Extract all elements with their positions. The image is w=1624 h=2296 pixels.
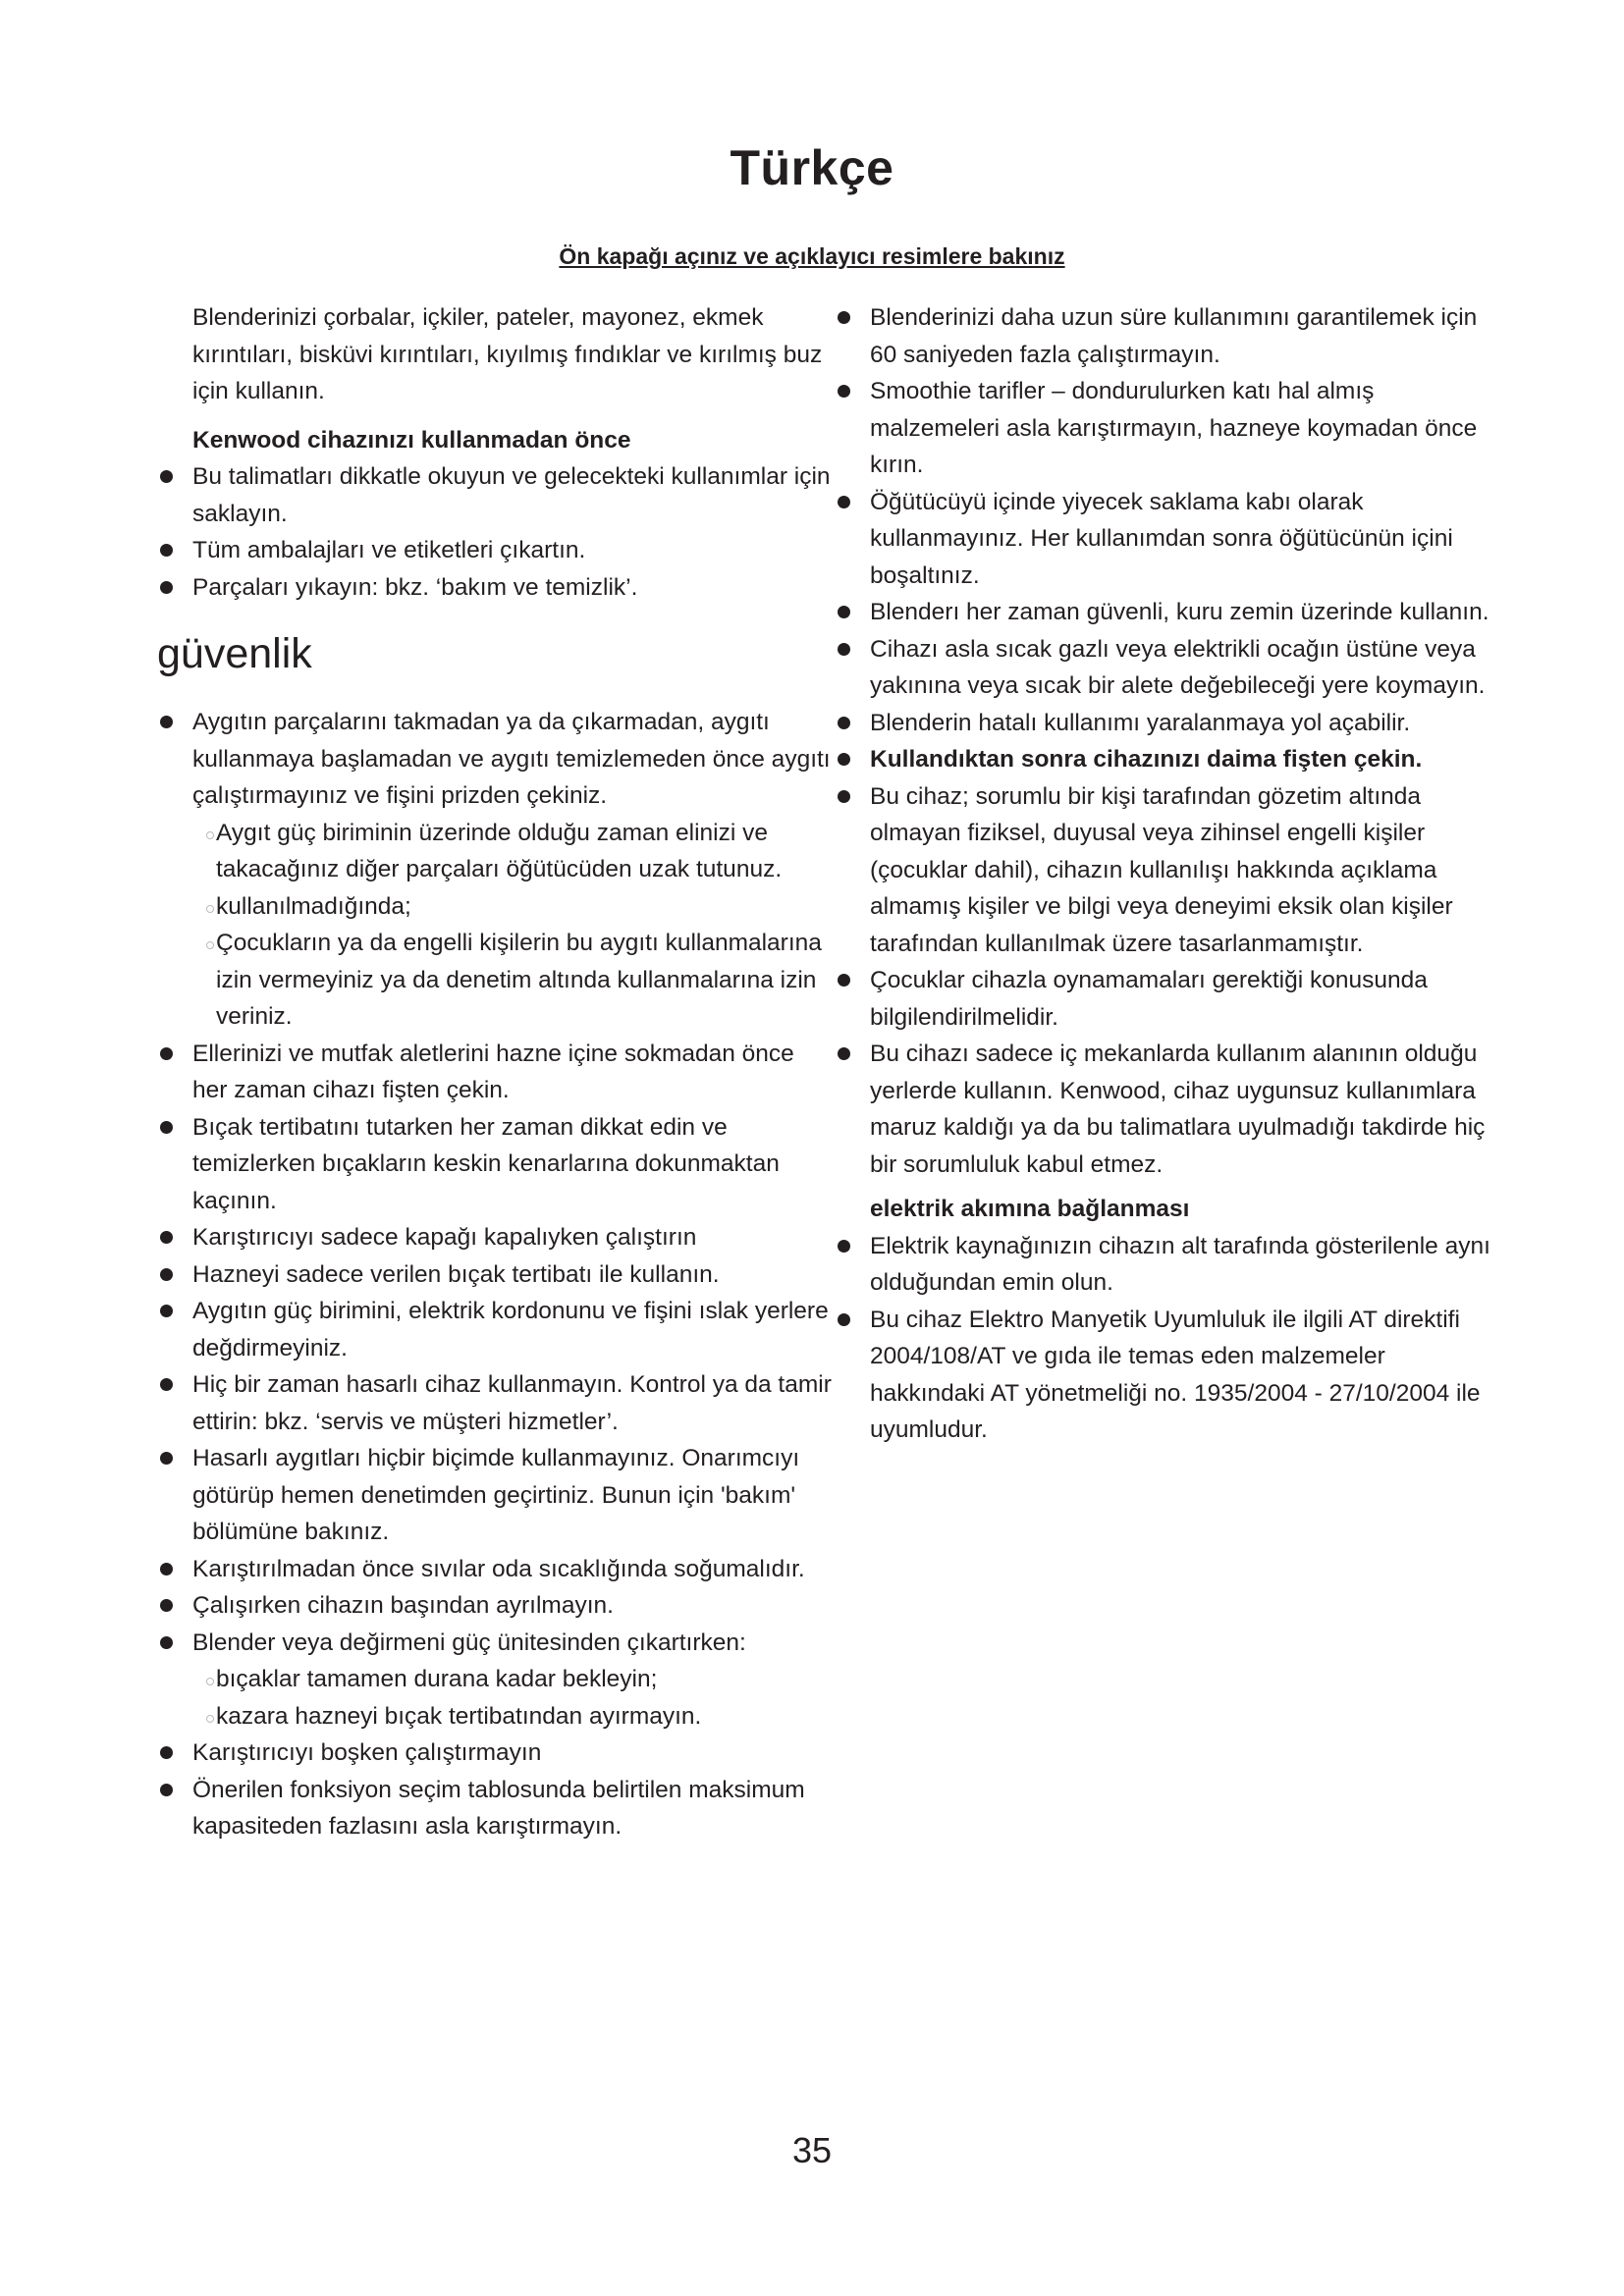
bullet-icon (160, 544, 173, 557)
intro-paragraph: Blenderinizi çorbalar, içkiler, pateler, mayonez, ekmek kırıntıları, bisküvi kırıntıları, kıyılmış fındıklar ve kırılmış buz için kullanın. (192, 304, 823, 404)
sub-list-item: kazara hazneyi bıçak tertibatından ayırmayın. (157, 1698, 835, 1735)
left-column (157, 299, 835, 1845)
bullet-icon (160, 1746, 173, 1759)
list-item: Çocuklar cihazla oynamamaları gerektiği konusunda bilgilendirilmelidir. (835, 962, 1502, 1036)
list-item: Karıştırıcıyı sadece kapağı kapalıyken çalıştırın (157, 1219, 835, 1256)
bullet-icon (160, 716, 173, 728)
list-item: Cihazı asla sıcak gazlı veya elektrikli ocağın üstüne veya yakınına veya sıcak bir alete değebileceği yere koymayın. (835, 631, 1502, 705)
list-item: Aygıtın parçalarını takmadan ya da çıkarmadan, aygıtı kullanmaya başlamadan ve aygıtı temizlemeden önce aygıtı çalıştırmayınız ve fişini prizden çekiniz. (157, 704, 835, 815)
bullet-icon (160, 1231, 173, 1244)
sub-list-item: bıçaklar tamamen durana kadar bekleyin; (157, 1661, 835, 1698)
bullet-icon (160, 1268, 173, 1281)
sub-list-item: Çocukların ya da engelli kişilerin bu aygıtı kullanmalarına izin vermeyiniz ya da denetim altında kullanmalarına izin veriniz. (157, 925, 835, 1036)
bullet-icon (838, 1047, 850, 1060)
bullet-icon (160, 1452, 173, 1465)
sub-list-item: kullanılmadığında; (157, 888, 835, 926)
list-item: Blenderin hatalı kullanımı yaralanmaya yol açabilir. (835, 705, 1502, 742)
list-item: Öğütücüyü içinde yiyecek saklama kabı olarak kullanmayınız. Her kullanımdan sonra öğütücünün içini boşaltınız. (835, 484, 1502, 595)
bullet-icon (838, 717, 850, 729)
circle-bullet-icon (206, 941, 214, 949)
list-item: Çalışırken cihazın başından ayrılmayın. (157, 1587, 835, 1625)
bullet-icon (838, 311, 850, 324)
bullet-icon (160, 1378, 173, 1391)
list-item: Karıştırıcıyı boşken çalıştırmayın (157, 1735, 835, 1772)
bullet-icon (838, 643, 850, 656)
safety-heading: güvenlik (157, 630, 312, 677)
electric-heading: elektrik akımına bağlanması (870, 1196, 1190, 1222)
safety-list-left (157, 704, 835, 1845)
bullet-icon (160, 1305, 173, 1317)
bullet-icon (838, 496, 850, 508)
page-title: Türkçe (730, 140, 894, 195)
before-use-list (157, 458, 835, 606)
list-item: Blenderı her zaman güvenli, kuru zemin üzerinde kullanın. (835, 594, 1502, 631)
list-item: Parçaları yıkayın: bkz. ‘bakım ve temizlik’. (157, 569, 835, 607)
list-item: Blender veya değirmeni güç ünitesinden çıkartırken: (157, 1625, 835, 1662)
bullet-icon (160, 1636, 173, 1649)
bullet-icon (160, 581, 173, 594)
bullet-icon (838, 753, 850, 766)
bullet-icon (838, 790, 850, 803)
circle-bullet-icon (206, 905, 214, 913)
bullet-icon (838, 606, 850, 618)
page-subtitle: Ön kapağı açınız ve açıklayıcı resimlere bakınız (559, 243, 1065, 269)
list-item: Bu talimatları dikkatle okuyun ve gelecekteki kullanımlar için saklayın. (157, 458, 835, 532)
list-item: Hiç bir zaman hasarlı cihaz kullanmayın. Kontrol ya da tamir ettirin: bkz. ‘servis ve müşteri hizmetler’. (157, 1366, 835, 1440)
list-item: Bu cihazı sadece iç mekanlarda kullanım alanının olduğu yerlerde kullanın. Kenwood, cihaz uygunsuz kullanımlara maruz kaldığı ya da bu talimatlara uyulmadığı takdirde hiç bir sorumluluk kabul etmez. (835, 1036, 1502, 1183)
list-item: Smoothie tarifler – dondurulurken katı hal almış malzemeleri asla karıştırmayın, hazneye koymadan önce kırın. (835, 373, 1502, 484)
bullet-icon (160, 1047, 173, 1060)
list-item: Blenderinizi daha uzun süre kullanımını garantilemek için 60 saniyeden fazla çalıştırmayın. (835, 299, 1502, 373)
list-item: Hasarlı aygıtları hiçbir biçimde kullanmayınız. Onarımcıyı götürüp hemen denetimden geçirtiniz. Bunun için 'bakım' bölümüne bakınız. (157, 1440, 835, 1551)
list-item: Aygıtın güç birimini, elektrik kordonunu ve fişini ıslak yerlere değdirmeyiniz. (157, 1293, 835, 1366)
before-use-heading: Kenwood cihazınızı kullanmadan önce (192, 426, 631, 454)
circle-bullet-icon (206, 1715, 214, 1723)
bullet-icon (838, 974, 850, 987)
bullet-icon (838, 1240, 850, 1253)
list-item: Bu cihaz; sorumlu bir kişi tarafından gözetim altında olmayan fiziksel, duyusal veya zihinsel engelli kişiler (çocuklar dahil), cihazın kullanılışı hakkında açıklama almamış kişiler ve bilgi veya deneyimi eksik olan kişiler tarafından kullanılmak üzere tasarlanmamıştır. (835, 778, 1502, 963)
bullet-icon (160, 1121, 173, 1134)
list-item: Kullandıktan sonra cihazınızı daima fişten çekin. (835, 741, 1502, 778)
bullet-icon (160, 1563, 173, 1575)
bullet-icon (160, 1784, 173, 1796)
sub-list-item: Aygıt güç biriminin üzerinde olduğu zaman elinizi ve takacağınız diğer parçaları öğütücüden uzak tutunuz. (157, 815, 835, 888)
list-item: Ellerinizi ve mutfak aletlerini hazne içine sokmadan önce her zaman cihazı fişten çekin. (157, 1036, 835, 1109)
bullet-icon (838, 385, 850, 398)
list-item: Hazneyi sadece verilen bıçak tertibatı ile kullanın. (157, 1256, 835, 1294)
list-item: Bıçak tertibatını tutarken her zaman dikkat edin ve temizlerken bıçakların keskin kenarlarına dokunmaktan kaçının. (157, 1109, 835, 1220)
electric-list (835, 1228, 1502, 1449)
list-item: Bu cihaz Elektro Manyetik Uyumluluk ile ilgili AT direktifi 2004/108/AT ve gıda ile temas eden malzemeler hakkındaki AT yönetmeliği no. 1935/2004 - 27/10/2004 ile uyumludur. (835, 1302, 1502, 1449)
bullet-icon (160, 470, 173, 483)
right-column (835, 299, 1502, 1449)
circle-bullet-icon (206, 831, 214, 839)
bullet-icon (160, 1599, 173, 1612)
page-number: 35 (791, 2130, 833, 2170)
circle-bullet-icon (206, 1678, 214, 1685)
list-item: Önerilen fonksiyon seçim tablosunda belirtilen maksimum kapasiteden fazlasını asla karıştırmayın. (157, 1772, 835, 1845)
list-item: Tüm ambalajları ve etiketleri çıkartın. (157, 532, 835, 569)
safety-list-right (835, 299, 1502, 1183)
list-item: Karıştırılmadan önce sıvılar oda sıcaklığında soğumalıdır. (157, 1551, 835, 1588)
list-item: Elektrik kaynağınızın cihazın alt tarafında gösterilenle aynı olduğundan emin olun. (835, 1228, 1502, 1302)
bullet-icon (838, 1313, 850, 1326)
